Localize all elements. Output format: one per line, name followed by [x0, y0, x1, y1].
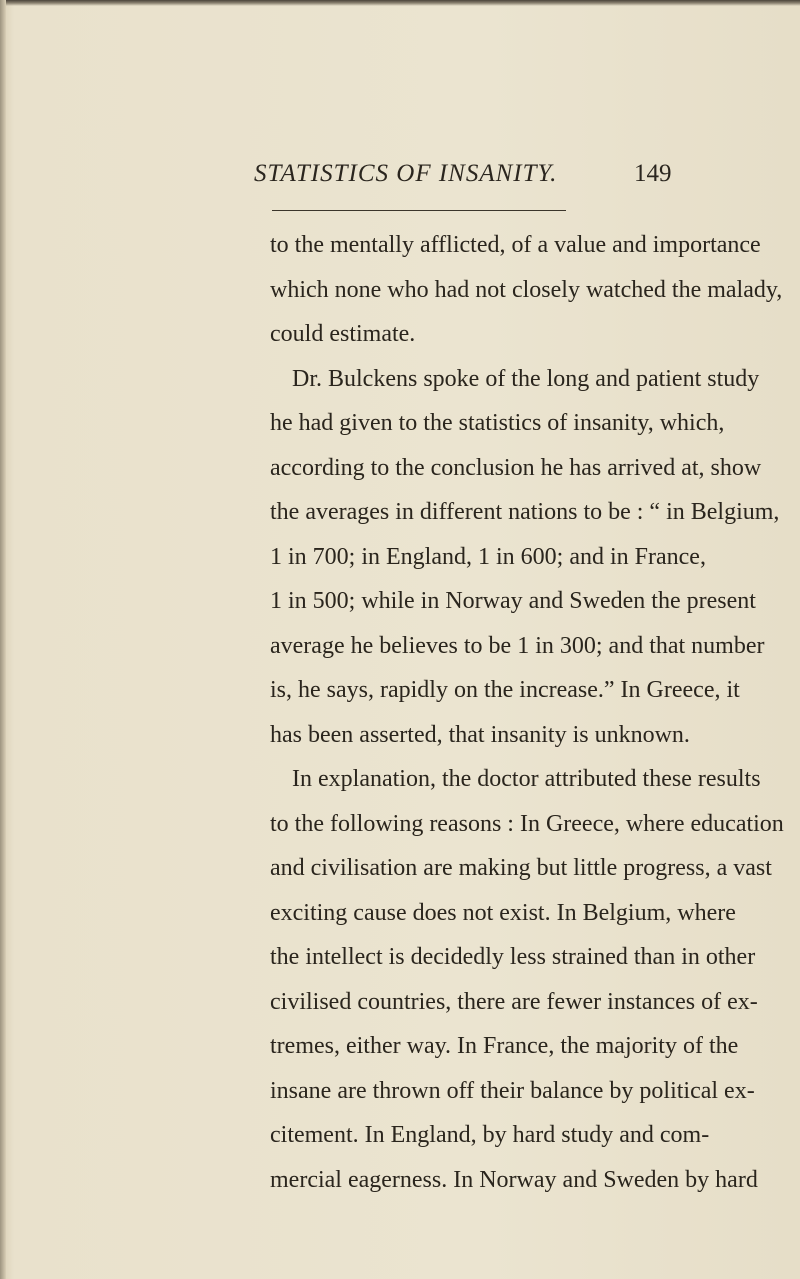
text-line: has been asserted, that insanity is unknown.	[270, 721, 690, 748]
body-text	[270, 223, 784, 1202]
text-line: average he believes to be 1 in 300; and that number	[270, 632, 765, 659]
header-rule	[272, 210, 566, 211]
running-title: STATISTICS OF INSANITY.	[254, 160, 558, 187]
text-line: Dr. Bulckens spoke of the long and patient study	[292, 365, 760, 392]
text-line: the intellect is decidedly less strained than in other	[270, 944, 756, 970]
text-line: which none who had not closely watched the malady,	[270, 276, 783, 303]
text-line: mercial eagerness. In Norway and Sweden by hard	[270, 1166, 758, 1193]
text-line: to the following reasons : In Greece, where education	[270, 810, 784, 837]
text-line: is, he says, rapidly on the increase.” In Greece, it	[270, 677, 740, 703]
text-line: exciting cause does not exist. In Belgium, where	[270, 899, 736, 926]
text-line: he had given to the statistics of insanity, which,	[270, 410, 725, 436]
text-line: In explanation, the doctor attributed these results	[292, 766, 761, 792]
page-header	[0, 160, 800, 196]
text-line: citement. In England, by hard study and com-	[270, 1122, 710, 1148]
text-line: 1 in 500; while in Norway and Sweden the present	[270, 588, 756, 614]
page-number: 149	[634, 160, 672, 187]
text-line: tremes, either way. In France, the majority of the	[270, 1033, 739, 1059]
text-line: could estimate.	[270, 321, 416, 347]
text-line: and civilisation are making but little progress, a vast	[270, 855, 772, 881]
text-line: according to the conclusion he has arrived at, show	[270, 454, 762, 481]
text-line: civilised countries, there are fewer instances of ex-	[270, 988, 758, 1015]
text-line: insane are thrown off their balance by political ex-	[270, 1077, 755, 1104]
text-line: to the mentally afflicted, of a value and importance	[270, 232, 761, 258]
text-line: 1 in 700; in England, 1 in 600; and in France,	[270, 543, 706, 570]
text-line: the averages in different nations to be : “ in Belgium,	[270, 499, 780, 525]
page-top-shadow	[0, 0, 800, 6]
